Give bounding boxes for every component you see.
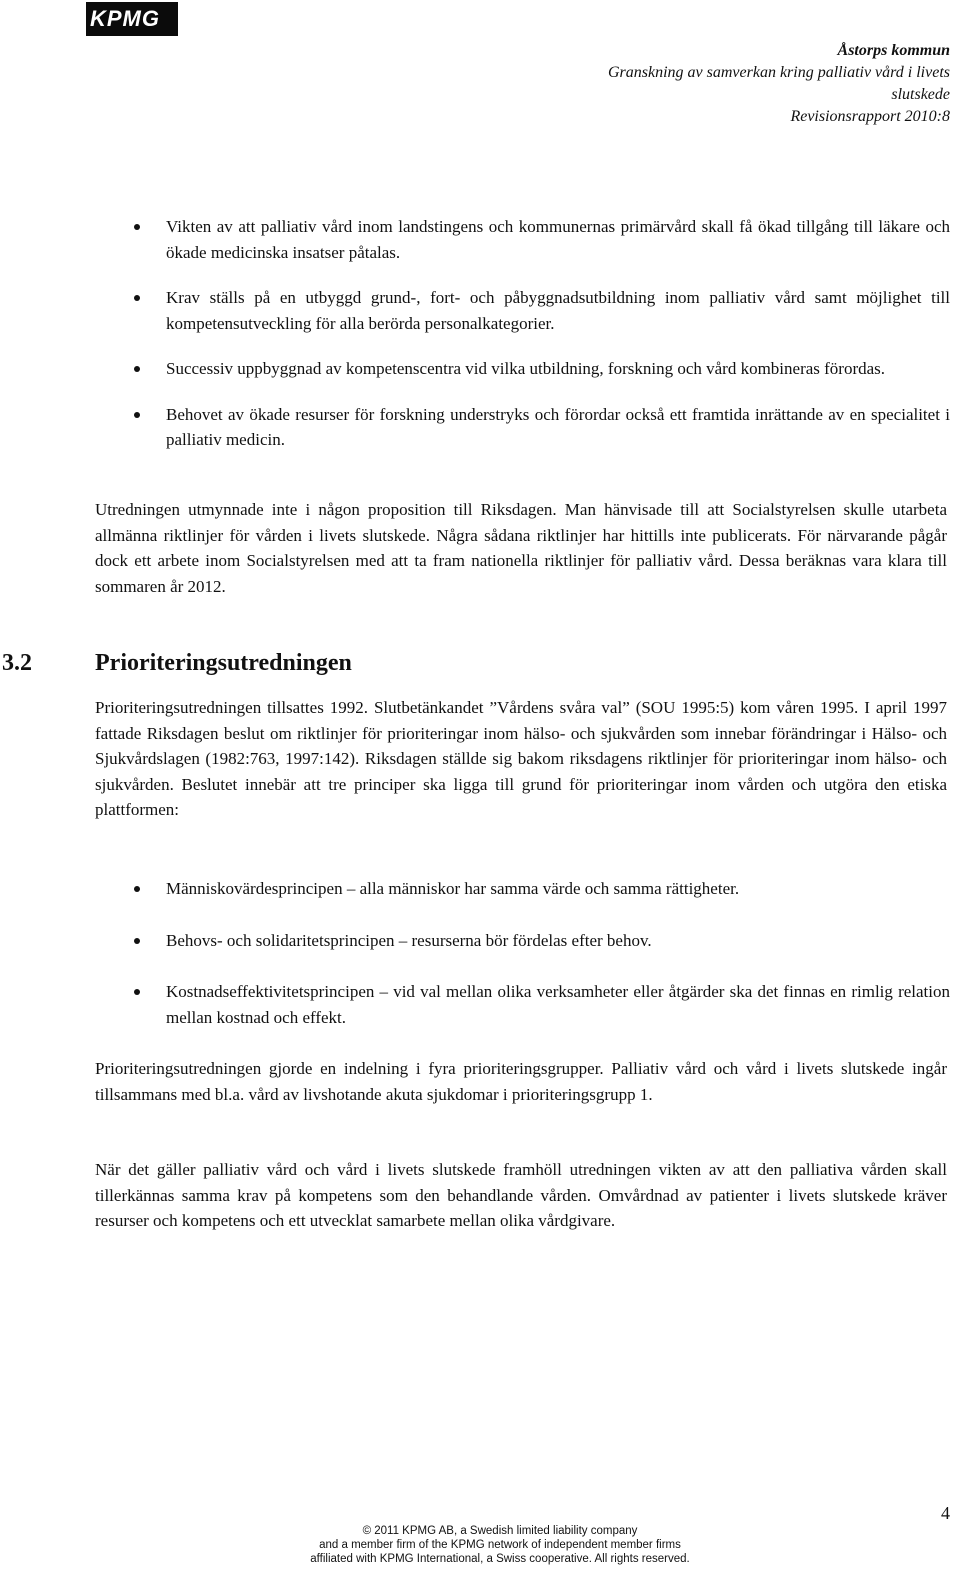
bullet-list-recommendations: [0, 214, 960, 473]
footer-line: © 2011 KPMG AB, a Swedish limited liability company: [362, 1525, 638, 1537]
list-item: [0, 285, 960, 336]
section-number: 3.2: [2, 650, 32, 676]
kpmg-logo: [86, 2, 178, 36]
bullet-icon: [134, 295, 140, 301]
paragraph-utredningen: Utredningen utmynnade inte i någon proposition till Riksdagen. Man hänvisade till att Socialstyrelsen skulle utarbeta allmänna riktlinjer för vården i livets slutskede. Några sådana riktlinjer har hittills inte publicerats. För närvarande pågår dock ett arbete inom Socialstyrelsen med att ta fram nationella riktlinjer för palliativ vård. Dessa beräknas vara klara till sommaren år 2012.: [95, 500, 947, 596]
header-report-number: Revisionsrapport 2010:8: [790, 108, 950, 125]
list-item-text: Människovärdesprincipen – alla människor har samma värde och samma rättigheter.: [166, 879, 740, 898]
bullet-list-principles: [0, 876, 960, 1056]
bullet-icon: [134, 938, 140, 944]
list-item: [0, 876, 960, 902]
list-item-text: Krav ställs på en utbyggd grund-, fort- och påbyggnadsutbildning inom palliativ vård samt möjlighet till kompetensutveckling för alla berörda personalkategorier.: [166, 288, 950, 333]
list-item: [0, 402, 960, 453]
page-number: 4: [941, 1503, 950, 1523]
bullet-icon: [134, 224, 140, 230]
footer-line: and a member firm of the KPMG network of independent member firms: [319, 1539, 681, 1551]
header-organization: Åstorps kommun: [837, 42, 950, 59]
list-item-text: Vikten av att palliativ vård inom landstingens och kommunernas primärvård skall få ökad tillgång till läkare och ökade medicinska insatser påtalas.: [166, 217, 950, 262]
list-item-text: Behovs- och solidaritetsprincipen – resurserna bör fördelas efter behov.: [166, 930, 652, 950]
list-item: [0, 928, 960, 954]
list-item-text: Kostnadseffektivitetsprincipen – vid val mellan olika verksamheter eller åtgärder ska det finnas en rimlig relation mellan kostnad och effekt.: [166, 982, 950, 1027]
bullet-icon: [134, 989, 140, 995]
paragraph-palliativ-vard: När det gäller palliativ vård och vård i livets slutskede framhöll utredningen vikten av att den palliativa vården skall tillerkännas samma krav på kompetens som den behandlande vården. Omvårdnad av patienter i livets slutskede kräver resurser och kompetens och ett utvecklat samarbete mellan olika vårdgivare.: [95, 1160, 947, 1230]
paragraph-prioriteringsgrupper: Prioriteringsutredningen gjorde en indelning i fyra prioriteringsgrupper. Palliativ vård och vård i livets slutskede ingår tillsammans med bl.a. vård av livshotande akuta sjukdomar i prioriteringsgrupp 1.: [95, 1059, 947, 1104]
list-item: [0, 356, 960, 382]
footer-line: affiliated with KPMG International, a Swiss cooperative. All rights reserved.: [310, 1553, 690, 1565]
header-report-title-line1: Granskning av samverkan kring palliativ vård i livets: [607, 64, 950, 81]
bullet-icon: [134, 412, 140, 418]
bullet-icon: [134, 366, 140, 372]
section-title: Prioriteringsutredningen: [95, 650, 352, 676]
list-item: [0, 979, 960, 1030]
list-item-text: Successiv uppbyggnad av kompetenscentra vid vilka utbildning, forskning och vård kombineras förordas.: [166, 359, 886, 378]
logo-text: KPMG: [90, 6, 160, 31]
page-header: [608, 40, 950, 128]
page-footer: [300, 1524, 700, 1566]
paragraph-prioriteringsutredningen: Prioriteringsutredningen tillsattes 1992. Slutbetänkandet ”Vårdens svåra val” (SOU 1995:5) kom våren 1995. I april 1997 fattade Riksdagen beslut om riktlinjer för prioriteringar inom hälso- och sjukvården som innebar förändringar i Hälso- och Sjukvårdslagen (1982:763, 1997:142). Riksdagen ställde sig bakom riksdagens riktlinjer för prioriteringar inom hälso- och sjukvården. Beslutet innebär att tre principer ska ligga till grund för prioriteringar inom vården och utgöra den etiska plattformen:: [95, 698, 947, 819]
bullet-icon: [134, 886, 140, 892]
list-item: [0, 214, 960, 265]
header-report-title-line2: slutskede: [891, 86, 950, 103]
list-item-text: Behovet av ökade resurser för forskning understryks och förordar också ett framtida inrättande av en specialitet i palliativ medicin.: [166, 404, 950, 449]
